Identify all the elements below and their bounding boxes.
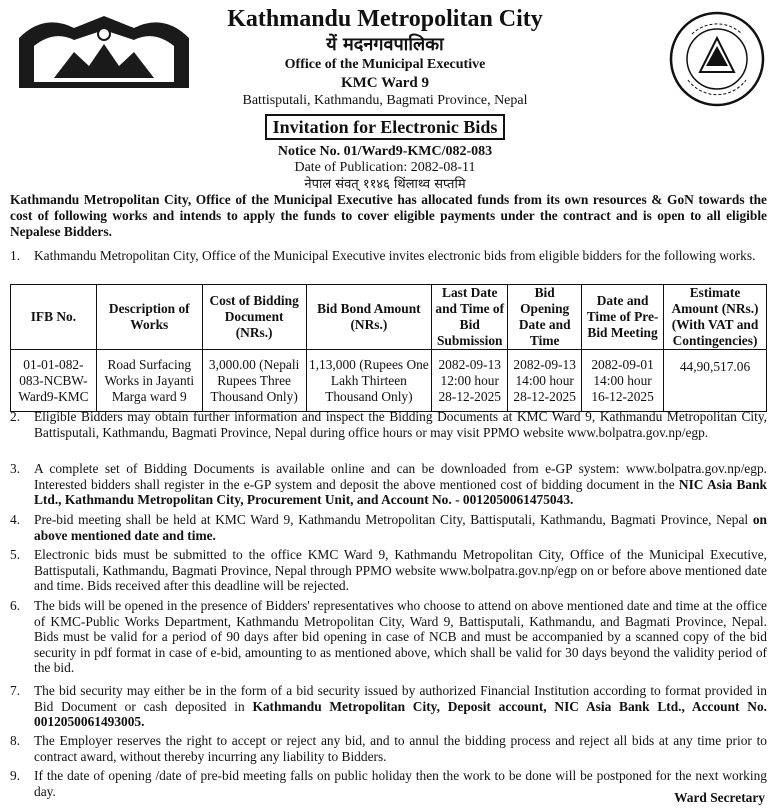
item-number: 6. bbox=[10, 598, 21, 613]
bid-opening-cell: 2082-09-13 14:00 hour 28-12-2025 bbox=[508, 350, 582, 412]
page-title: Kathmandu Metropolitan City bbox=[227, 6, 543, 32]
intro-paragraph: Kathmandu Metropolitan City, Office of the Municipal Executive has allocated funds from its own resources & GoN towards the cost of following works and intends to apply the funds to cover eligible payments under the contract and is open to all eligible Nepalese Bidders. bbox=[10, 192, 767, 239]
column-header: Description of Works bbox=[96, 285, 202, 350]
item-text: Kathmandu Metropolitan City, Office of the Municipal Executive invites electronic bids from eligible bidders for the following works. bbox=[34, 248, 756, 263]
item-7 bbox=[10, 683, 767, 730]
item-number: 1. bbox=[10, 248, 21, 263]
item-number: 4. bbox=[10, 512, 21, 527]
table-row bbox=[11, 350, 767, 412]
pre-bid-meeting-cell: 2082-09-01 14:00 hour 16-12-2025 bbox=[582, 350, 664, 412]
submission-deadline-cell: 2082-09-13 12:00 hour 28-12-2025 bbox=[432, 350, 508, 412]
document-cost-cell: 3,000.00 (Nepali Rupees Three Thousand Only) bbox=[202, 350, 306, 412]
nepal-sambat-date: नेपाल संवत् ११४६ थिंलाथ्व सप्तमि bbox=[304, 177, 466, 192]
item-text-plain: A complete set of Bidding Documents is available online and can be downloaded from e-GP system: www.bolpatra.gov.np/egp. Interested bidders shall register in the e-GP system and deposit the above mentioned cost of bidding document in the bbox=[34, 461, 767, 492]
kmc-emblem-left bbox=[14, 8, 194, 92]
ifb-number-cell: 01-01-082-083-NCBW-Ward9-KMC bbox=[11, 350, 97, 412]
item-text-bold: Kathmandu Metropolitan City, Deposit account, NIC Asia Bank Ltd., Account No. 0012050061493005. bbox=[34, 698, 767, 729]
kmc-round-seal bbox=[668, 10, 766, 108]
column-header: Last Date and Time of Bid Submission bbox=[432, 285, 508, 350]
column-header: Bid Opening Date and Time bbox=[508, 285, 582, 350]
address: Battisputali, Kathmandu, Bagmati Province, Nepal bbox=[242, 93, 528, 108]
column-header: Bid Bond Amount (NRs.) bbox=[306, 285, 432, 350]
office-name: Office of the Municipal Executive bbox=[284, 57, 486, 72]
column-header: Estimate Amount (NRs.) (With VAT and Contingencies) bbox=[664, 285, 767, 350]
bid-table bbox=[10, 284, 767, 412]
item-text-plain: Pre-bid meeting shall be held at KMC Ward 9, Kathmandu Metropolitan City, Battisputali, Kathmandu, Bagmati Province, Nepal bbox=[34, 512, 753, 527]
item-text: The bids will be opened in the presence of Bidders' representatives who choose to attend on above mentioned date and time at the office of KMC-Public Works Department, Kathmandu Metropolitan City, Ward 9, Battisputali, Kathmandu, and Bagmati Province, Nepal. Bids must be valid for a period of 90 days after bid opening in case of NCB and must be accompanied by a scanned copy of the bid security in pdf format in case of e-bid, amounting to as mentioned above, which shall be valid for 30 days beyond the validity period of the bid. bbox=[34, 598, 767, 675]
item-number: 9. bbox=[10, 768, 21, 783]
description-cell: Road Surfacing Works in Jayanti Marga ward 9 bbox=[96, 350, 202, 412]
item-number: 7. bbox=[10, 683, 21, 698]
header bbox=[200, 4, 570, 193]
notice-banner: Invitation for Electronic Bids bbox=[265, 114, 506, 140]
item-text bbox=[34, 683, 767, 730]
signature-ward-secretary: Ward Secretary bbox=[674, 790, 765, 805]
item-text bbox=[34, 512, 767, 543]
ward-name: KMC Ward 9 bbox=[340, 75, 430, 91]
publication-date: Date of Publication: 2082-08-11 bbox=[294, 160, 476, 175]
item-text-bold: on above mentioned date and time. bbox=[34, 512, 767, 543]
item-text-plain: The bid security may either be in the form of a bid security issued by authorized Financial Institution according to format provided in Bid Document or cash deposited in bbox=[34, 683, 767, 714]
item-5 bbox=[10, 547, 767, 594]
notice-number: Notice No. 01/Ward9-KMC/082-083 bbox=[277, 144, 493, 159]
column-header: Date and Time of Pre-Bid Meeting bbox=[582, 285, 664, 350]
item-6 bbox=[10, 598, 767, 676]
column-header: IFB No. bbox=[11, 285, 97, 350]
item-text: Electronic bids must be submitted to the office KMC Ward 9, Kathmandu Metropolitan City, Office of the Municipal Executive, Battisputali, Kathmandu, Bagmati Province, Nepal through PPMO website www.bolpatra.gov.np/egp on or before above mentioned date and time. Bids received after this deadline will be rejected. bbox=[34, 547, 767, 593]
item-3 bbox=[10, 461, 767, 508]
item-number: 3. bbox=[10, 461, 21, 476]
item-8 bbox=[10, 733, 767, 764]
item-number: 8. bbox=[10, 733, 21, 748]
item-1 bbox=[10, 248, 767, 264]
item-number: 2. bbox=[10, 409, 21, 424]
table-header-row bbox=[11, 285, 767, 350]
column-header: Cost of Bidding Document (NRs.) bbox=[202, 285, 306, 350]
item-text bbox=[34, 461, 767, 508]
bid-bond-cell: 1,13,000 (Rupees One Lakh Thirteen Thousand Only) bbox=[306, 350, 432, 412]
item-4 bbox=[10, 512, 767, 543]
item-number: 5. bbox=[10, 547, 21, 562]
item-text: The Employer reserves the right to accept or reject any bid, and to annul the bidding process and reject all bids at any time prior to contract award, without thereby incurring any liability to Bidders. bbox=[34, 733, 767, 764]
item-text: Eligible Bidders may obtain further information and inspect the Bidding Documents at KMC Ward 9, Kathmandu Metropolitan City, Battisputali, Kathmandu, Bagmati Province, Nepal during office hours or may visit PPMO website www.bolpatra.gov.np/egp. bbox=[34, 409, 767, 440]
item-text-bold: NIC Asia Bank Ltd., Kathmandu Metropolitan City, Procurement Unit, and Account No. - 0012050061475043. bbox=[34, 476, 767, 507]
item-text: If the date of opening /date of pre-bid meeting falls on public holiday then the work to be done will be postponed for the next working day. bbox=[34, 768, 767, 799]
estimate-amount-cell: 44,90,517.06 bbox=[664, 350, 767, 412]
nepali-title: यें मदनगवपालिका bbox=[326, 34, 444, 55]
item-2 bbox=[10, 409, 767, 440]
